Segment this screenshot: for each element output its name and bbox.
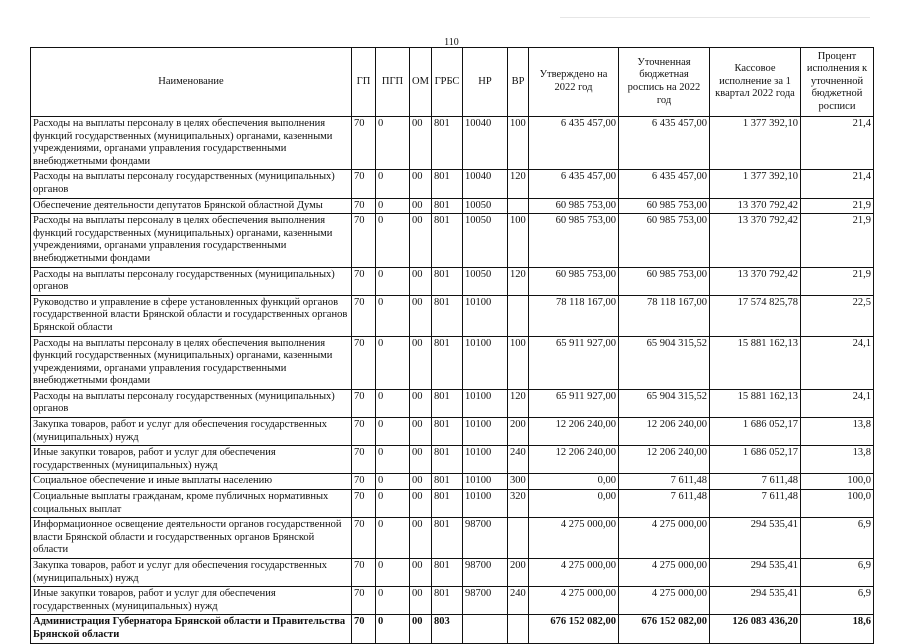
cell-gp: 70: [352, 198, 376, 214]
cell-cash: 15 881 162,13: [710, 336, 801, 389]
cell-om: 00: [410, 295, 432, 336]
table-row: [31, 336, 874, 389]
cell-approved: 0,00: [529, 490, 619, 518]
cell-vr: 120: [508, 170, 529, 198]
header-gp: ГП: [352, 48, 376, 117]
cell-name: Администрация Губернатора Брянской области и Правительства Брянской области: [31, 615, 352, 643]
cell-percent: 18,6: [801, 615, 874, 643]
cell-grbs: 801: [432, 474, 463, 490]
cell-vr: 120: [508, 389, 529, 417]
cell-refined: 65 904 315,52: [619, 336, 710, 389]
cell-refined: 65 904 315,52: [619, 389, 710, 417]
cell-gp: 70: [352, 474, 376, 490]
cell-refined: 60 985 753,00: [619, 267, 710, 295]
cell-cash: 13 370 792,42: [710, 198, 801, 214]
cell-cash: 294 535,41: [710, 559, 801, 587]
cell-gp: 70: [352, 214, 376, 267]
cell-name: Расходы на выплаты персоналу в целях обеспечения выполнения функций государственных (муниципальных) органами, казенными учреждениями, органами управления государственными внебюджетными фондами: [31, 336, 352, 389]
cell-cash: 126 083 436,20: [710, 615, 801, 643]
cell-nr: 98700: [463, 518, 508, 559]
cell-approved: 0,00: [529, 474, 619, 490]
cell-grbs: 801: [432, 170, 463, 198]
cell-refined: 4 275 000,00: [619, 587, 710, 615]
table-row: [31, 295, 874, 336]
cell-name: Иные закупки товаров, работ и услуг для обеспечения государственных (муниципальных) нужд: [31, 587, 352, 615]
table-row: [31, 198, 874, 214]
cell-cash: 1 377 392,10: [710, 117, 801, 170]
cell-cash: 13 370 792,42: [710, 267, 801, 295]
cell-name: Расходы на выплаты персоналу в целях обеспечения выполнения функций государственных (муниципальных) органами, казенными учреждениями, органами управления государственными внебюджетными фондами: [31, 117, 352, 170]
cell-om: 00: [410, 170, 432, 198]
cell-gp: 70: [352, 615, 376, 643]
cell-grbs: 801: [432, 336, 463, 389]
cell-name: Расходы на выплаты персоналу в целях обеспечения выполнения функций государственных (муниципальных) органами, казенными учреждениями, органами управления государственными внебюджетными фондами: [31, 214, 352, 267]
cell-nr: 98700: [463, 587, 508, 615]
cell-pgp: 0: [376, 474, 410, 490]
cell-grbs: 801: [432, 117, 463, 170]
cell-cash: 15 881 162,13: [710, 389, 801, 417]
cell-cash: 1 686 052,17: [710, 418, 801, 446]
cell-pgp: 0: [376, 446, 410, 474]
cell-percent: 22,5: [801, 295, 874, 336]
cell-vr: 100: [508, 214, 529, 267]
cell-om: 00: [410, 267, 432, 295]
cell-grbs: 801: [432, 418, 463, 446]
cell-pgp: 0: [376, 615, 410, 643]
cell-name: Социальное обеспечение и иные выплаты населению: [31, 474, 352, 490]
cell-percent: 21,9: [801, 198, 874, 214]
cell-grbs: 801: [432, 198, 463, 214]
cell-name: Закупка товаров, работ и услуг для обеспечения государственных (муниципальных) нужд: [31, 559, 352, 587]
cell-om: 00: [410, 418, 432, 446]
cell-om: 00: [410, 389, 432, 417]
cell-name: Закупка товаров, работ и услуг для обеспечения государственных (муниципальных) нужд: [31, 418, 352, 446]
header-om: ОМ: [410, 48, 432, 117]
cell-refined: 78 118 167,00: [619, 295, 710, 336]
cell-om: 00: [410, 518, 432, 559]
header-grbs: ГРБС: [432, 48, 463, 117]
cell-percent: 100,0: [801, 474, 874, 490]
cell-pgp: 0: [376, 198, 410, 214]
cell-pgp: 0: [376, 587, 410, 615]
cell-vr: 240: [508, 587, 529, 615]
cell-approved: 60 985 753,00: [529, 267, 619, 295]
cell-pgp: 0: [376, 214, 410, 267]
cell-om: 00: [410, 587, 432, 615]
cell-pgp: 0: [376, 389, 410, 417]
cell-percent: 6,9: [801, 559, 874, 587]
cell-vr: 240: [508, 446, 529, 474]
cell-name: Руководство и управление в сфере установленных функций органов государственной власти Брянской области и государственных органов Брянской области: [31, 295, 352, 336]
cell-pgp: 0: [376, 518, 410, 559]
cell-percent: 6,9: [801, 518, 874, 559]
cell-percent: 24,1: [801, 389, 874, 417]
cell-nr: 10050: [463, 198, 508, 214]
cell-gp: 70: [352, 446, 376, 474]
header-name: Наименование: [31, 48, 352, 117]
cell-vr: 100: [508, 117, 529, 170]
header-vr: ВР: [508, 48, 529, 117]
cell-approved: 4 275 000,00: [529, 587, 619, 615]
cell-grbs: 803: [432, 615, 463, 643]
cell-om: 00: [410, 214, 432, 267]
table-row: [31, 389, 874, 417]
cell-pgp: 0: [376, 490, 410, 518]
cell-om: 00: [410, 559, 432, 587]
cell-nr: 98700: [463, 559, 508, 587]
cell-pgp: 0: [376, 559, 410, 587]
cell-approved: 12 206 240,00: [529, 418, 619, 446]
cell-om: 00: [410, 615, 432, 643]
cell-gp: 70: [352, 490, 376, 518]
cell-grbs: 801: [432, 446, 463, 474]
budget-table: [30, 47, 874, 644]
header-approved: Утверждено на 2022 год: [529, 48, 619, 117]
cell-approved: 60 985 753,00: [529, 214, 619, 267]
cell-vr: 300: [508, 474, 529, 490]
cell-gp: 70: [352, 587, 376, 615]
cell-grbs: 801: [432, 295, 463, 336]
cell-grbs: 801: [432, 214, 463, 267]
cell-refined: 12 206 240,00: [619, 446, 710, 474]
cell-refined: 4 275 000,00: [619, 518, 710, 559]
cell-name: Расходы на выплаты персоналу государственных (муниципальных) органов: [31, 389, 352, 417]
cell-om: 00: [410, 198, 432, 214]
cell-refined: 7 611,48: [619, 474, 710, 490]
table-row: [31, 446, 874, 474]
cell-grbs: 801: [432, 518, 463, 559]
cell-vr: 100: [508, 336, 529, 389]
cell-vr: 200: [508, 418, 529, 446]
cell-vr: [508, 198, 529, 214]
cell-nr: 10100: [463, 336, 508, 389]
cell-nr: 10100: [463, 418, 508, 446]
cell-nr: 10100: [463, 490, 508, 518]
cell-pgp: 0: [376, 170, 410, 198]
cell-cash: 7 611,48: [710, 474, 801, 490]
budget-table-container: [30, 47, 873, 644]
cell-gp: 70: [352, 336, 376, 389]
cell-gp: 70: [352, 295, 376, 336]
cell-vr: 320: [508, 490, 529, 518]
cell-approved: 12 206 240,00: [529, 446, 619, 474]
cell-nr: 10100: [463, 389, 508, 417]
cell-refined: 6 435 457,00: [619, 117, 710, 170]
cell-vr: 120: [508, 267, 529, 295]
cell-grbs: 801: [432, 267, 463, 295]
header-cash: Кассовое исполнение за 1 квартал 2022 года: [710, 48, 801, 117]
cell-gp: 70: [352, 267, 376, 295]
cell-name: Расходы на выплаты персоналу государственных (муниципальных) органов: [31, 170, 352, 198]
cell-approved: 78 118 167,00: [529, 295, 619, 336]
cell-pgp: 0: [376, 418, 410, 446]
cell-percent: 100,0: [801, 490, 874, 518]
cell-gp: 70: [352, 170, 376, 198]
cell-om: 00: [410, 474, 432, 490]
table-row: [31, 418, 874, 446]
cell-nr: 10100: [463, 295, 508, 336]
cell-cash: 17 574 825,78: [710, 295, 801, 336]
table-row: [31, 170, 874, 198]
cell-refined: 12 206 240,00: [619, 418, 710, 446]
cell-cash: 294 535,41: [710, 518, 801, 559]
cell-approved: 6 435 457,00: [529, 117, 619, 170]
cell-name: Информационное освещение деятельности органов государственной власти Брянской области и государственных органов Брянской области: [31, 518, 352, 559]
cell-vr: 200: [508, 559, 529, 587]
cell-grbs: 801: [432, 389, 463, 417]
cell-name: Социальные выплаты гражданам, кроме публичных нормативных социальных выплат: [31, 490, 352, 518]
cell-refined: 7 611,48: [619, 490, 710, 518]
header-refined: Уточненная бюджетная роспись на 2022 год: [619, 48, 710, 117]
cell-percent: 21,9: [801, 267, 874, 295]
cell-name: Иные закупки товаров, работ и услуг для обеспечения государственных (муниципальных) нужд: [31, 446, 352, 474]
cell-approved: 4 275 000,00: [529, 518, 619, 559]
cell-pgp: 0: [376, 267, 410, 295]
cell-gp: 70: [352, 518, 376, 559]
cell-nr: 10050: [463, 214, 508, 267]
table-body: [31, 117, 874, 644]
cell-grbs: 801: [432, 587, 463, 615]
cell-nr: 10050: [463, 267, 508, 295]
cell-om: 00: [410, 336, 432, 389]
cell-pgp: 0: [376, 336, 410, 389]
cell-name: Расходы на выплаты персоналу государственных (муниципальных) органов: [31, 267, 352, 295]
cell-vr: [508, 295, 529, 336]
cell-percent: 21,9: [801, 214, 874, 267]
cell-nr: [463, 615, 508, 643]
cell-cash: 1 377 392,10: [710, 170, 801, 198]
cell-nr: 10100: [463, 474, 508, 490]
cell-refined: 60 985 753,00: [619, 214, 710, 267]
cell-nr: 10100: [463, 446, 508, 474]
cell-refined: 676 152 082,00: [619, 615, 710, 643]
table-row: [31, 490, 874, 518]
cell-approved: 65 911 927,00: [529, 336, 619, 389]
cell-approved: 6 435 457,00: [529, 170, 619, 198]
cell-pgp: 0: [376, 117, 410, 170]
cell-refined: 6 435 457,00: [619, 170, 710, 198]
table-row: [31, 267, 874, 295]
cell-om: 00: [410, 490, 432, 518]
bleed-through-line: [560, 17, 870, 18]
cell-gp: 70: [352, 559, 376, 587]
cell-vr: [508, 518, 529, 559]
cell-refined: 60 985 753,00: [619, 198, 710, 214]
cell-percent: 13,8: [801, 446, 874, 474]
scan-top-margin: [0, 0, 903, 34]
header-nr: НР: [463, 48, 508, 117]
table-row: [31, 214, 874, 267]
cell-om: 00: [410, 117, 432, 170]
cell-grbs: 801: [432, 559, 463, 587]
cell-gp: 70: [352, 389, 376, 417]
cell-nr: 10040: [463, 170, 508, 198]
cell-gp: 70: [352, 117, 376, 170]
table-row: [31, 518, 874, 559]
header-pgp: ПГП: [376, 48, 410, 117]
cell-percent: 21,4: [801, 170, 874, 198]
table-header-row: [31, 48, 874, 117]
cell-cash: 1 686 052,17: [710, 446, 801, 474]
cell-percent: 13,8: [801, 418, 874, 446]
cell-percent: 6,9: [801, 587, 874, 615]
cell-approved: 4 275 000,00: [529, 559, 619, 587]
cell-pgp: 0: [376, 295, 410, 336]
cell-gp: 70: [352, 418, 376, 446]
page-number: 110: [444, 37, 459, 48]
header-percent: Процент исполнения к уточненной бюджетной росписи: [801, 48, 874, 117]
table-row: [31, 559, 874, 587]
table-row: [31, 474, 874, 490]
cell-approved: 60 985 753,00: [529, 198, 619, 214]
cell-cash: 13 370 792,42: [710, 214, 801, 267]
cell-cash: 294 535,41: [710, 587, 801, 615]
table-row: [31, 615, 874, 643]
cell-nr: 10040: [463, 117, 508, 170]
cell-percent: 21,4: [801, 117, 874, 170]
cell-approved: 676 152 082,00: [529, 615, 619, 643]
cell-percent: 24,1: [801, 336, 874, 389]
cell-vr: [508, 615, 529, 643]
cell-name: Обеспечение деятельности депутатов Брянской областной Думы: [31, 198, 352, 214]
table-row: [31, 117, 874, 170]
table-row: [31, 587, 874, 615]
cell-grbs: 801: [432, 490, 463, 518]
cell-refined: 4 275 000,00: [619, 559, 710, 587]
cell-approved: 65 911 927,00: [529, 389, 619, 417]
cell-cash: 7 611,48: [710, 490, 801, 518]
cell-om: 00: [410, 446, 432, 474]
